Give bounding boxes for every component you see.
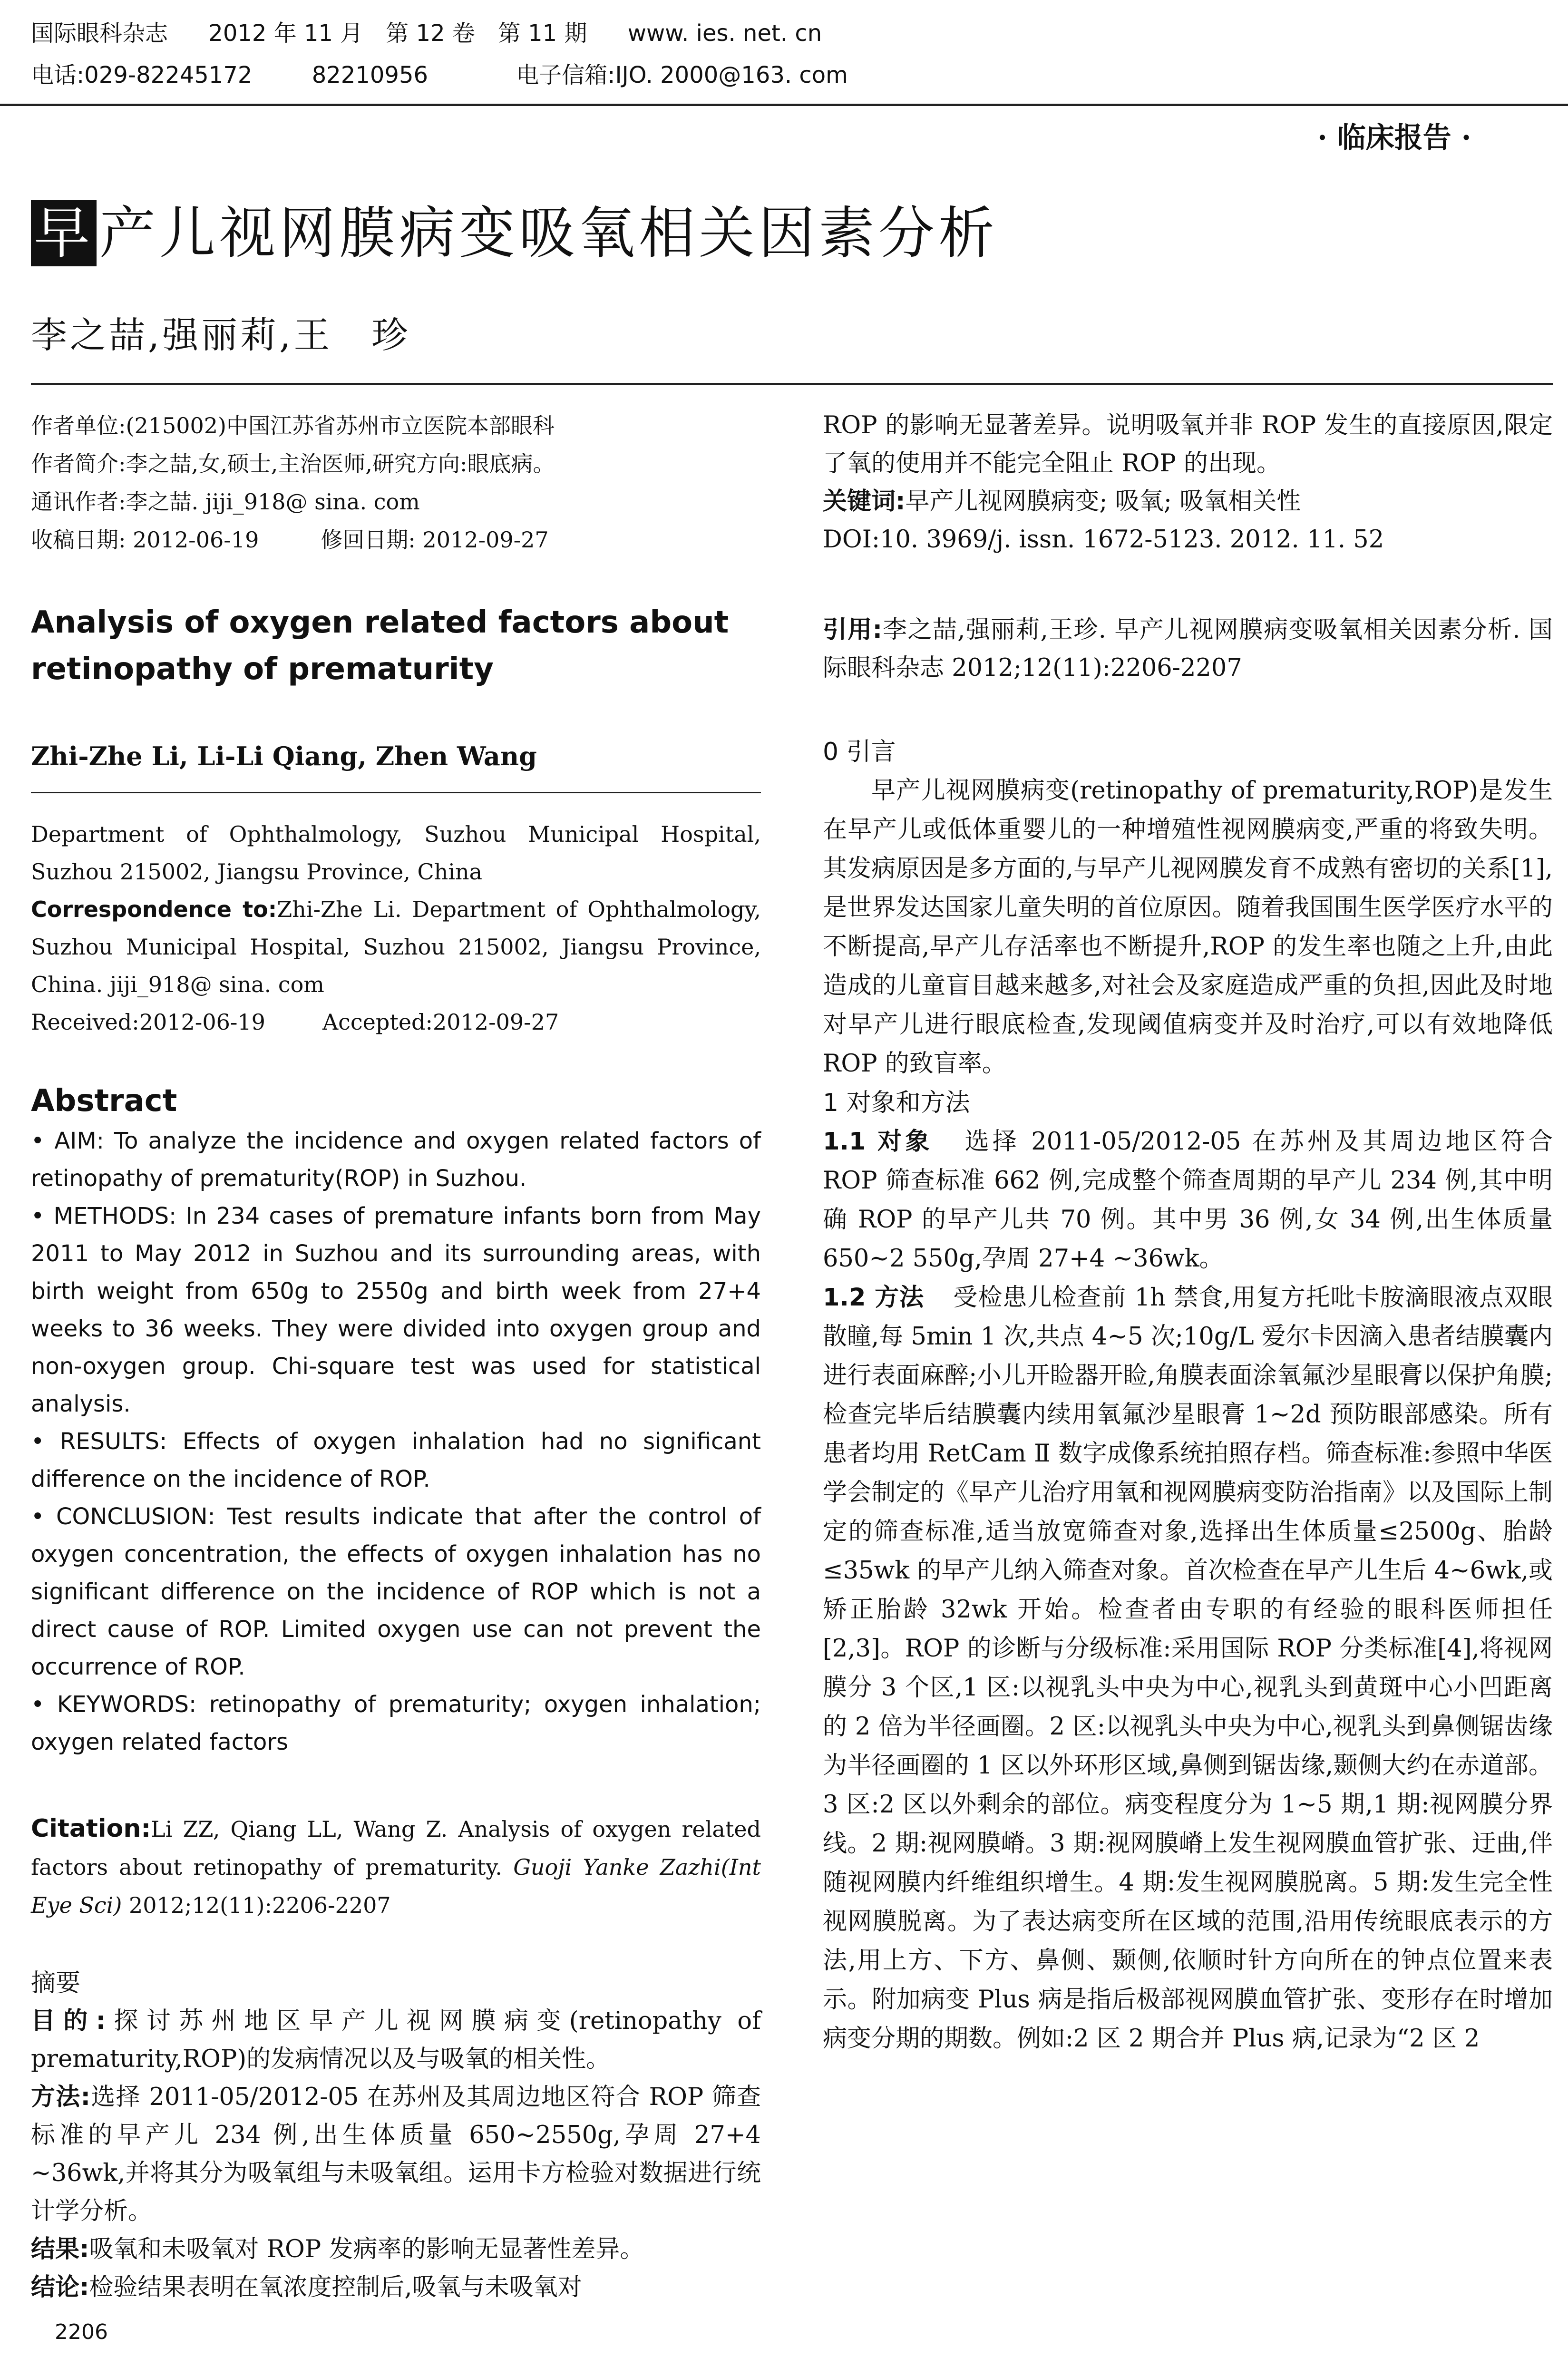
section-intro-heading: 0 引言 xyxy=(823,738,896,766)
zh-citation-label: 引用: xyxy=(823,616,882,644)
article-body xyxy=(823,732,1553,2058)
meta-block xyxy=(31,407,761,559)
zh-keywords-label: 关键词: xyxy=(823,487,906,516)
zh-abstract-heading: 摘要 xyxy=(31,1969,81,1997)
title-rule xyxy=(31,383,1553,385)
citation-label: Citation: xyxy=(31,1814,151,1843)
zh-results-label: 结果: xyxy=(31,2235,89,2263)
accepted-en: Accepted:2012-09-27 xyxy=(322,1009,559,1035)
chinese-abstract xyxy=(31,1964,761,2307)
journal-website[interactable]: www. ies. net. cn xyxy=(627,20,822,47)
received-date: 收稿日期: 2012-06-19 xyxy=(31,527,259,553)
received-en: Received:2012-06-19 xyxy=(31,1009,265,1035)
subjects-label: 1.1 对象 xyxy=(823,1128,933,1156)
zh-keywords xyxy=(823,483,1553,521)
english-abstract xyxy=(31,1080,761,1761)
authors-cn: 李之喆,强丽莉,王 珍 xyxy=(31,314,411,356)
citation-journal: Guoji Yanke Zazhi(Int Eye Sci) xyxy=(31,1854,761,1918)
section-methods-heading: 1 对象和方法 xyxy=(823,1089,970,1117)
subjects-text: 选择 2011-05/2012-05 在苏州及其周边地区符合 ROP 筛查标准 662 例,完成整个筛查周期的早产儿 234 例,其中明确 ROP 的早产儿共 70 例。其中男 36 例,女 34 例,出生体质量 650~2 550g,孕周 27+4 ~36wk。 xyxy=(823,1128,1553,1273)
corresponding-author: 通讯作者:李之喆. jiji_918@ sina. com xyxy=(31,489,420,515)
abstract-conclusion: • CONCLUSION: Test results indicate that after the control of oxygen concentration, the effects of oxygen inhalation has no significant difference on the incidence of ROP which is not a direct cause of ROP. Limited oxygen use can not prevent the occurrence of ROP. xyxy=(31,1503,761,1680)
english-affiliation-block xyxy=(31,816,761,1041)
correspondence-label: Correspondence to: xyxy=(31,896,277,922)
title-rest: 产儿视网膜病变吸氧相关因素分析 xyxy=(99,200,999,266)
english-dates xyxy=(31,1003,761,1041)
correspondence-text: Zhi-Zhe Li. Department of Ophthalmology, Suzhou Municipal Hospital, Suzhou 215002, Jiangsu Province, China. jiji_918@ sina. com xyxy=(31,896,761,997)
zh-methods-text: 选择 2011-05/2012-05 在苏州及其周边地区符合 ROP 筛查标准的早产儿 234 例,出生体质量 650~2550g,孕周 27+4 ~36wk,并将其分为吸氧组与未吸氧组。运用卡方检验对数据进行统计学分析。 xyxy=(31,2083,761,2225)
zh-aim-text: 探讨苏州地区早产儿视网膜病变(retinopathy of prematurity,ROP)的发病情况以及与吸氧的相关性。 xyxy=(31,2007,761,2073)
zh-citation-text: 李之喆,强丽莉,王珍. 早产儿视网膜病变吸氧相关因素分析. 国际眼科杂志 2012;12(11):2206-2207 xyxy=(823,616,1553,682)
english-authors: Zhi-Zhe Li, Li-Li Qiang, Zhen Wang xyxy=(31,741,537,771)
article-title xyxy=(31,200,998,266)
zh-methods-label: 方法: xyxy=(31,2083,90,2111)
zh-aim xyxy=(31,2002,761,2078)
abstract-heading: Abstract xyxy=(31,1083,177,1119)
zh-conclusion xyxy=(31,2269,761,2307)
issue-info: 2012 年 11 月 第 12 卷 第 11 期 xyxy=(208,20,587,47)
journal-email[interactable]: 电子信箱:IJO. 2000@163. com xyxy=(516,62,848,88)
page-number: 2206 xyxy=(55,2320,108,2344)
header-rule xyxy=(0,104,1568,106)
zh-keywords-text: 早产儿视网膜病变; 吸氧; 吸氧相关性 xyxy=(905,487,1301,516)
journal-phone2: 82210956 xyxy=(312,62,429,88)
dates-line xyxy=(31,521,761,559)
methods-paragraph xyxy=(823,1278,1553,2058)
zh-conclusion-label: 结论: xyxy=(31,2273,89,2301)
zh-conclusion-cont: ROP 的影响无显著差异。说明吸氧并非 ROP 发生的直接原因,限定了氧的使用并不能完全阻止 ROP 的出现。 xyxy=(823,411,1553,477)
subjects-paragraph xyxy=(823,1122,1553,1278)
zh-conclusion-text: 检验结果表明在氧浓度控制后,吸氧与未吸氧对 xyxy=(89,2273,582,2301)
english-citation xyxy=(31,1810,761,1924)
author-affiliation: 作者单位:(215002)中国江苏省苏州市立医院本部眼科 xyxy=(31,413,555,438)
zh-abstract-continued xyxy=(823,407,1553,559)
citation-text2: 2012;12(11):2206-2207 xyxy=(122,1892,391,1918)
chinese-citation xyxy=(823,611,1553,687)
zh-results-text: 吸氧和未吸氧对 ROP 发病率的影响无显著性差异。 xyxy=(89,2235,644,2263)
zh-doi: DOI:10. 3969/j. issn. 1672-5123. 2012. 11. 52 xyxy=(823,526,1384,554)
journal-header-line2 xyxy=(31,61,848,89)
zh-results xyxy=(31,2231,761,2269)
section-tag: · 临床报告 · xyxy=(1317,121,1471,155)
english-title: Analysis of oxygen related factors about retinopathy of prematurity xyxy=(31,605,729,687)
english-correspondence xyxy=(31,891,761,1003)
english-affiliation: Department of Ophthalmology, Suzhou Municipal Hospital, Suzhou 215002, Jiangsu Province, China xyxy=(31,821,761,885)
abstract-keywords: • KEYWORDS: retinopathy of prematurity; oxygen inhalation; oxygen related factors xyxy=(31,1691,761,1755)
title-first-char: 早 xyxy=(31,200,97,266)
citation-text1: Li ZZ, Qiang LL, Wang Z. Analysis of oxygen related factors about retinopathy of prematurity. xyxy=(31,1816,761,1880)
zh-aim-label: 目的: xyxy=(31,2007,106,2035)
journal-header-line1 xyxy=(31,19,822,48)
revised-date: 修回日期: 2012-09-27 xyxy=(321,527,549,553)
methods-text: 受检患儿检查前 1h 禁食,用复方托吡卡胺滴眼液点双眼散瞳,每 5min 1 次,共点 4~5 次;10g/L 爱尔卡因滴入患者结膜囊内进行表面麻醉;小儿开睑器开睑,角膜表面涂氧氟沙星眼膏以保护角膜;检查完毕后结膜囊内续用氧氟沙星眼膏 1~2d 预防眼部感染。所有患者均用 RetCam Ⅱ 数字成像系统拍照存档。筛查标准:参照中华医学会制定的《早产儿治疗用氧和视网膜病变防治指南》以及国际上制定的筛查标准,适当放宽筛查对象,选择出生体质量≤2500g、胎龄≤35wk 的早产儿纳入筛查对象。首次检查在早产儿生后 4~6wk,或矫正胎龄 32wk 开始。检查者由专职的有经验的眼科医师担任[2,3]。ROP 的诊断与分级标准:采用国际 ROP 分类标准[4],将视网膜分 3 个区,1 区:以视乳头中央为中心,视乳头到黄斑中心小凹距离的 2 倍为半径画圈。2 区:以视乳头中央为中心,视乳头到鼻侧锯齿缘为半径画圈的 1 区以外环形区域,鼻侧到锯齿缘,颞侧大约在赤道部。3 区:2 区以外剩余的部位。病变程度分为 1~5 期,1 期:视网膜分界线。2 期:视网膜嵴。3 期:视网膜嵴上发生视网膜血管扩张、迂曲,伴随视网膜内纤维组织增生。4 期:发生视网膜脱离。5 期:发生完全性视网膜脱离。为了表达病变所在区域的范围,沿用传统眼底表示的方法,用上方、下方、鼻侧、颞侧,依顺时针方向所在的钟点位置来表示。附加病变 Plus 病是指后极部视网膜血管扩张、变形存在时增加病变分期的期数。例如:2 区 2 期合并 Plus 病,记录为“2 区 2 xyxy=(823,1284,1553,2053)
zh-methods xyxy=(31,2078,761,2231)
intro-paragraph: 早产儿视网膜病变(retinopathy of prematurity,ROP)是发生在早产儿或低体重婴儿的一种增殖性视网膜病变,严重的将致失明。其发病原因是多方面的,与早产儿视网膜发育不成熟有密切的关系[1],是世界发达国家儿童失明的首位原因。随着我国围生医学医疗水平的不断提高,早产儿存活率也不断提升,ROP 的发生率也随之上升,由此造成的儿童盲目越来越多,对社会及家庭造成严重的负担,因此及时地对早产儿进行眼底检查,发现阈值病变并及时治疗,可以有效地降低 ROP 的致盲率。 xyxy=(823,777,1553,1078)
abstract-methods: • METHODS: In 234 cases of premature infants born from May 2011 to May 2012 in Suzhou and its surrounding areas, with birth weight from 650g to 2550g and birth week from 27+4 weeks to 36 weeks. They were divided into oxygen group and non-oxygen group. Chi-square test was used for statistical analysis. xyxy=(31,1203,761,1417)
abstract-aim: • AIM: To analyze the incidence and oxygen related factors of retinopathy of prematurity(ROP) in Suzhou. xyxy=(31,1128,761,1192)
methods-label: 1.2 方法 xyxy=(823,1284,925,1312)
abstract-results: • RESULTS: Effects of oxygen inhalation had no significant difference on the incidence of ROP. xyxy=(31,1428,761,1492)
journal-name: 国际眼科杂志 xyxy=(31,20,168,47)
en-authors-rule xyxy=(31,792,761,793)
author-bio: 作者简介:李之喆,女,硕士,主治医师,研究方向:眼底病。 xyxy=(31,451,555,477)
journal-phone: 电话:029-82245172 xyxy=(31,62,253,88)
